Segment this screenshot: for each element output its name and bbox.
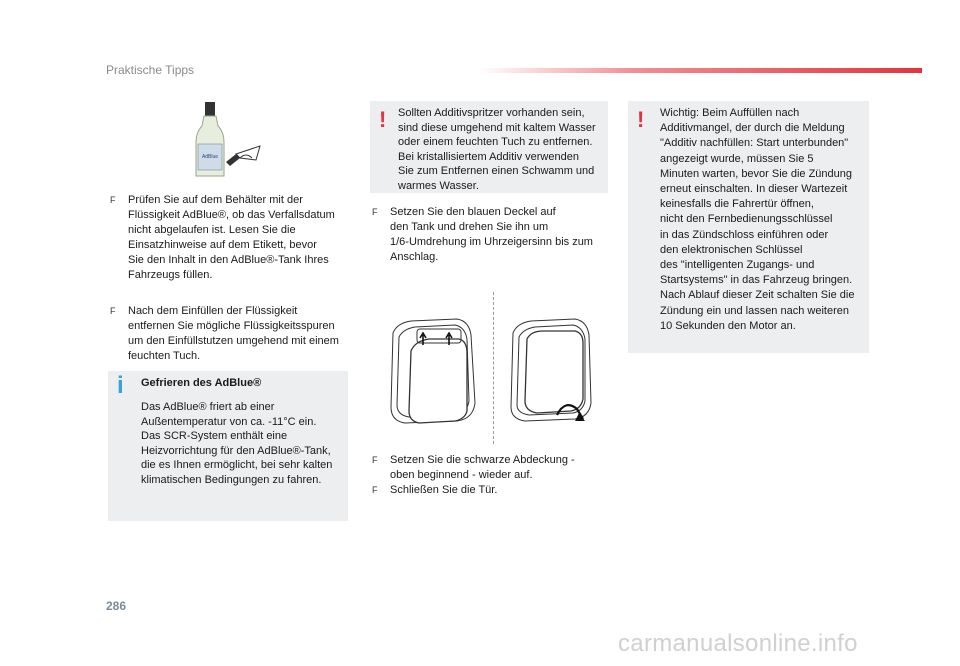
info-box-text: Das AdBlue® friert ab einer Außentemperatur von ca. -11°C ein. Das SCR-System enthält eine Heizvorrichtung für den AdBlue®-Tank, die es Ihnen ermöglicht, bei sehr kalten klimatischen Bedingungen zu fahren. xyxy=(141,401,333,486)
instruction-check-expiry xyxy=(110,193,350,288)
bullet-icon: F xyxy=(372,207,378,217)
section-title: Praktische Tipps xyxy=(106,63,195,77)
bullet-icon: F xyxy=(110,195,116,205)
info-box-freezing xyxy=(108,371,348,521)
adblue-bottle-illustration xyxy=(190,100,270,180)
instruction-close-door xyxy=(372,483,612,499)
bottle-label: AdBlue xyxy=(201,154,219,160)
warning-box-spills xyxy=(370,101,608,193)
warning-box-text: Sollten Additivspritzer vorhanden sein, sind diese umgehend mit kaltem Wasser oder einem feuchten Tuch zu entfernen. Bei kristallisiertem Additiv verwenden Sie zum Entfernen einen Schwamm und warmes Wasser. xyxy=(398,107,596,192)
instruction-text: Prüfen Sie auf dem Behälter mit der Flüssigkeit AdBlue®, ob das Verfallsdatum nicht abgelaufen ist. Lesen Sie die Einsatzhinweise auf dem Etikett, bevor Sie den Inhalt in den AdBlue®-Tank Ihres Fahrzeugs füllen. xyxy=(128,194,335,281)
instruction-wipe-traces xyxy=(110,304,350,368)
bullet-icon: F xyxy=(110,306,116,316)
watermark: carmanualsonline.info xyxy=(618,630,858,657)
warning-box-refill xyxy=(628,101,869,353)
instruction-text: Setzen Sie die schwarze Abdeckung - oben beginnend - wieder auf. xyxy=(390,454,575,481)
bullet-icon: F xyxy=(372,485,378,495)
instruction-blue-cap xyxy=(372,205,612,269)
instruction-text: Setzen Sie den blauen Deckel auf den Tank und drehen Sie ihn um 1/6-Umdrehung im Uhrzeigersinn bis zum Anschlag. xyxy=(390,206,593,263)
page-number: 286 xyxy=(106,599,127,613)
bullet-icon: F xyxy=(372,455,378,465)
warning-box-text: Wichtig: Beim Auffüllen nach Additivmangel, der durch die Meldung "Additiv nachfüllen: Start unterbunden" angezeigt wurde, müssen Sie 5 Minuten warten, bevor Sie die Zündung erneut einschalten. In dieser Wartezeit keinesfalls die Fahrertür öffnen, nicht den Fernbedienungsschlüssel in das Zündschloss einführen oder den elektronischen Schlüssel des "intelligenten Zugangs- und Startsystems" in das Fahrzeug bringen. Nach Ablauf dieser Zeit schalten Sie die Zündung ein und lassen nach weiteren 10 Sekunden den Motor an. xyxy=(660,107,855,332)
cover-illustration-right xyxy=(505,315,600,430)
instruction-black-cover xyxy=(372,453,612,483)
image-divider xyxy=(493,292,494,444)
instruction-text: Nach dem Einfüllen der Flüssigkeit entfernen Sie mögliche Flüssigkeitsspuren um den Einfüllstutzen umgehend mit einem feuchten Tuch. xyxy=(128,305,339,362)
header-rule xyxy=(478,68,922,73)
bottle-cap-icon xyxy=(205,102,215,116)
warning-icon: ! xyxy=(637,107,645,132)
instruction-text: Schließen Sie die Tür. xyxy=(390,484,498,496)
info-icon: i xyxy=(117,372,124,399)
cover-illustration-left xyxy=(385,315,485,430)
warning-icon: ! xyxy=(379,107,387,132)
info-box-title: Gefrieren des AdBlue® xyxy=(141,377,262,389)
